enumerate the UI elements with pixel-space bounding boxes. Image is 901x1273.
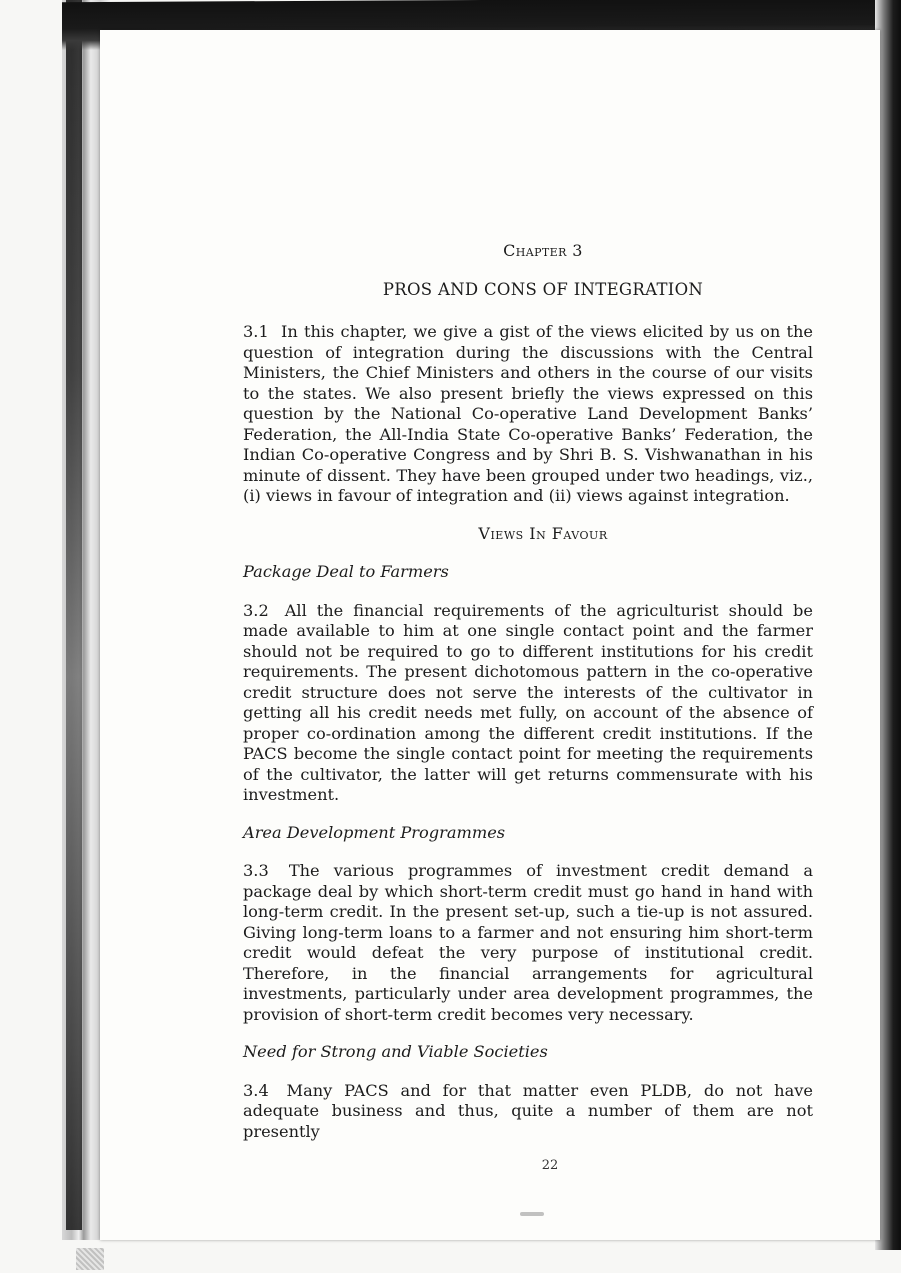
subsection-heading: Area Development Programmes [243,822,506,842]
page-number: 22 [541,1158,559,1173]
scan-speck [520,1212,544,1216]
paragraph-3-3 [243,861,813,1025]
scan-corner-mark [76,1248,104,1270]
chapter-label: Chapter 3 [503,241,583,260]
paragraph-number: 3.2 [243,600,269,620]
binding-shadow [66,0,82,1230]
chapter-title: PROS AND CONS OF INTEGRATION [382,279,704,299]
paragraph-text: The various programmes of investment credit demand a package deal by which short-term credit must go hand in hand with long-term credit. In the present set-up, such a tie-up is not assured. Giving long-term loans to a farmer and not ensuring him short-term credit would defeat the very purpose of institutional credit. Therefore, in the financial arrangements for agricultural investments, particularly under area development programmes, the provision of short-term credit becomes very necessary. [243,861,813,1024]
paragraph-3-1 [243,322,813,507]
paragraph-number: 3.4 [243,1080,269,1100]
paragraph-number: 3.1 [243,322,269,341]
subsection-heading: Need for Strong and Viable Societies [243,1042,548,1061]
paragraph-3-2 [243,601,813,806]
paragraph-text: Many PACS and for that matter even PLDB, do not have adequate business and thus, quite a number of them are not presently [243,1080,813,1141]
paragraph-number: 3.3 [243,861,269,880]
paragraph-text: In this chapter, we give a gist of the views elicited by us on the question of integration during the discussions with the Central Ministers, the Chief Ministers and others in the course of our visits to the states. We also present briefly the views expressed on this question by the National Co-operative Land Development Banks’ Federation, the All-India State Co-operative Banks’ Federation, the Indian Co-operative Congress and by Shri B. S. Vishwanathan in his minute of dissent. They have been grouped under two headings, viz., (i) views in favour of integration and (ii) views against integration. [243,322,813,505]
page-body [243,225,813,1159]
book-page [100,30,880,1240]
paragraph-text: All the financial requirements of the agriculturist should be made available to him at one single contact point and the farmer should not be required to go to different institutions for his credit requirements. The present dichotomous pattern in the co-operative credit structure does not serve the interests of the cultivator in getting all his credit needs met fully, on account of the absence of proper co-ordination among the different credit institutions. If the PACS become the single contact point for meeting the requirements of the cultivator, the latter will get returns commensurate with his investment. [243,600,813,804]
subsection-heading: Package Deal to Farmers [243,562,449,581]
section-heading: Views In Favour [478,523,608,543]
paragraph-3-4 [243,1081,813,1143]
